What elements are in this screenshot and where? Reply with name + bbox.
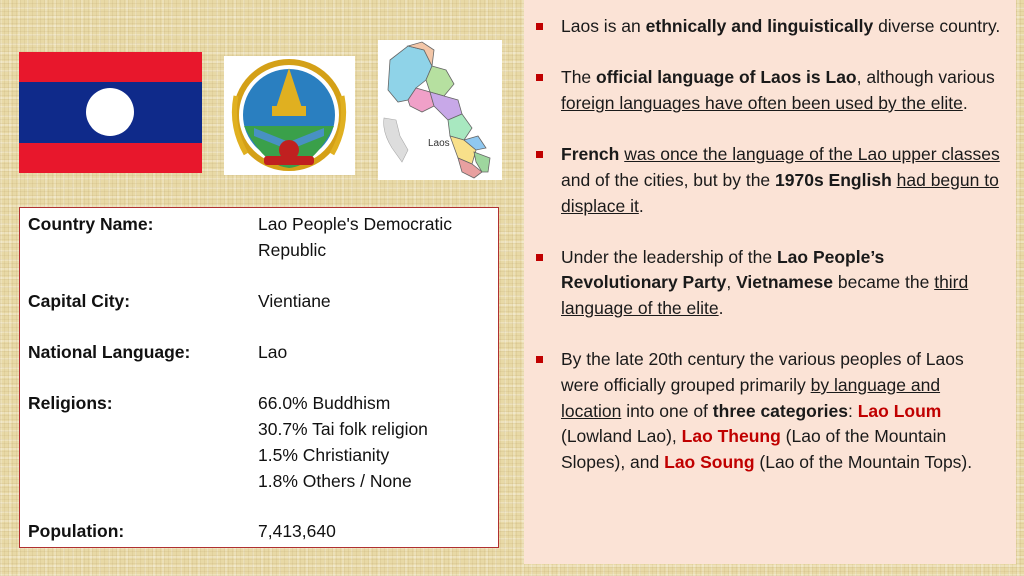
info-label: National Language: (28, 342, 191, 362)
country-info-card (19, 207, 499, 548)
info-label: Religions: (28, 393, 113, 413)
info-value (258, 518, 498, 544)
bullet-text-run: third language of the elite (561, 272, 969, 319)
info-value-line: 66.0% Buddhism (258, 393, 391, 413)
bullet-list (534, 14, 1002, 476)
bullet-text-run: became the (833, 272, 935, 293)
bullet-text-run: Lao Soung (664, 452, 755, 473)
bullet-text-run: Laos is an (561, 16, 646, 36)
info-value (258, 339, 498, 365)
bullet-text-run: (Lowland Lao), (561, 426, 682, 447)
bullet-text-run: Lao Theung (681, 426, 781, 447)
bullet-text-run: diverse country. (873, 16, 1001, 36)
bullet-text-run: . (638, 195, 644, 216)
bullet-text-run: ethnically and linguistically (645, 16, 874, 36)
bullet-text-run: , (726, 272, 737, 293)
bullet-text-run: had begun to displace it (561, 169, 999, 216)
info-value-line: 1.8% Others / None (258, 471, 412, 491)
bullet-text-run: by language and location (561, 375, 941, 421)
bullet-text-run: : (848, 400, 858, 421)
laos-provinces-map-image (378, 40, 502, 180)
bullet-text-run: . (718, 298, 724, 319)
bullet-text-run: Lao People’s Revolutionary Party (561, 246, 885, 293)
square-bullet-icon (536, 254, 543, 261)
bullet-text-run: Under the leadership of the (561, 246, 777, 267)
bullet-text-run: (Lao of the Mountain Tops). (754, 452, 973, 473)
bullet-text-run: The (561, 67, 597, 88)
square-bullet-icon (536, 23, 543, 30)
bullet-text-run: . (962, 92, 968, 113)
info-value (258, 211, 498, 263)
square-bullet-icon (536, 151, 543, 158)
bullet-text-run: foreign languages have often been used by the elite (561, 92, 963, 113)
info-value-line: Lao (258, 342, 288, 362)
bullet-item (534, 65, 1002, 116)
info-label: Capital City: (28, 291, 131, 311)
info-value-line: 30.7% Tai folk religion (258, 419, 428, 439)
bullet-text-run: Lao Loum (857, 400, 942, 421)
bullet-item (534, 142, 1002, 219)
square-bullet-icon (536, 74, 543, 81)
info-value-line: 1.5% Christianity (258, 445, 390, 465)
bullet-item (534, 245, 1002, 322)
info-value (258, 288, 498, 314)
laos-flag-image (19, 52, 202, 173)
bullet-text-run: , although various (856, 67, 995, 88)
info-value-line: Lao People's Democratic (258, 214, 452, 234)
info-value-line: Republic (258, 240, 327, 260)
info-value (258, 390, 498, 494)
map-label: Laos (428, 138, 450, 149)
bullet-text-run: and of the cities, but by the (561, 169, 776, 190)
bullet-item (534, 14, 1002, 40)
info-value-line: 7,413,640 (258, 521, 336, 541)
bullet-text-run: 1970s English (775, 169, 892, 190)
national-emblem-image (224, 56, 355, 175)
bullet-text-run: into one of (621, 400, 713, 421)
bullet-text-run: French (561, 144, 620, 165)
language-facts-panel (524, 0, 1016, 564)
bullet-text-run: By the late 20th century the various peoples of Laos were officially grouped primarily (561, 349, 964, 396)
bullet-text-run: official language of Laos is Lao (596, 67, 857, 88)
bullet-text-run: was once the language of the Lao upper classes (624, 144, 1000, 165)
info-label: Population: (28, 521, 125, 541)
square-bullet-icon (536, 356, 543, 363)
info-value-line: Vientiane (258, 291, 331, 311)
bullet-text-run: three categories (712, 400, 848, 421)
bullet-item (534, 347, 1002, 476)
bullet-text-run: (Lao of the Mountain Slopes), and (561, 426, 947, 473)
info-label: Country Name: (28, 214, 154, 234)
bullet-text-run: Vietnamese (736, 272, 834, 293)
